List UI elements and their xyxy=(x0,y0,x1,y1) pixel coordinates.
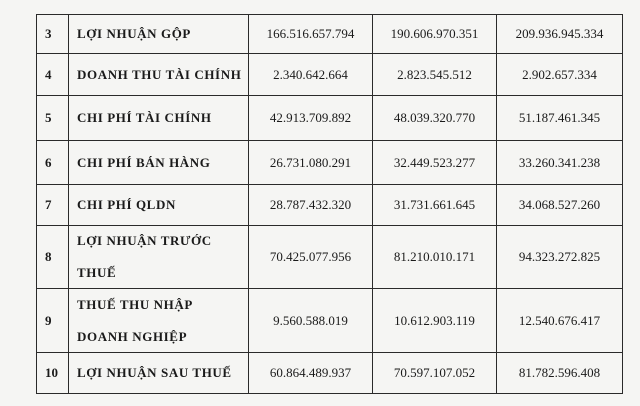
row-number: 9 xyxy=(37,289,69,353)
table-row xyxy=(37,54,623,96)
table-row xyxy=(37,96,623,141)
value-cell-2: 10.612.903.119 xyxy=(373,289,497,353)
financial-table xyxy=(36,14,623,394)
table-row xyxy=(37,15,623,54)
value-cell-2: 48.039.320.770 xyxy=(373,96,497,141)
table-row xyxy=(37,226,623,289)
row-label-line1: LỢI NHUẬN SAU THUẾ xyxy=(77,365,232,380)
table-row xyxy=(37,185,623,226)
value-cell-2: 70.597.107.052 xyxy=(373,353,497,394)
row-number: 10 xyxy=(37,353,69,394)
value-cell-1: 28.787.432.320 xyxy=(249,185,373,226)
row-label-line1: THUẾ THU NHẬP xyxy=(77,296,193,312)
value-cell-1: 60.864.489.937 xyxy=(249,353,373,394)
row-number: 3 xyxy=(37,15,69,54)
value-cell-1: 9.560.588.019 xyxy=(249,289,373,353)
row-label-line2: THUẾ xyxy=(77,265,117,280)
row-number: 6 xyxy=(37,141,69,185)
value-cell-3: 34.068.527.260 xyxy=(497,185,623,226)
value-cell-3: 209.936.945.334 xyxy=(497,15,623,54)
row-label-line1: CHI PHÍ BÁN HÀNG xyxy=(77,154,211,170)
value-cell-1: 42.913.709.892 xyxy=(249,96,373,141)
row-label-line1: DOANH THU TÀI CHÍNH xyxy=(77,66,242,82)
row-label xyxy=(69,54,249,96)
value-cell-2: 2.823.545.512 xyxy=(373,54,497,96)
value-cell-3: 12.540.676.417 xyxy=(497,289,623,353)
table-row xyxy=(37,141,623,185)
value-cell-1: 26.731.080.291 xyxy=(249,141,373,185)
row-label xyxy=(69,185,249,226)
value-cell-3: 51.187.461.345 xyxy=(497,96,623,141)
row-number: 8 xyxy=(37,226,69,289)
row-label xyxy=(69,96,249,141)
row-label-line1: LỢI NHUẬN TRƯỚC xyxy=(77,233,212,248)
value-cell-3: 81.782.596.408 xyxy=(497,353,623,394)
row-label-line1: LỢI NHUẬN GỘP xyxy=(77,26,191,41)
table-row xyxy=(37,353,623,394)
value-cell-2: 31.731.661.645 xyxy=(373,185,497,226)
value-cell-1: 2.340.642.664 xyxy=(249,54,373,96)
value-cell-2: 190.606.970.351 xyxy=(373,15,497,54)
row-label xyxy=(69,289,249,353)
row-label xyxy=(69,353,249,394)
value-cell-3: 33.260.341.238 xyxy=(497,141,623,185)
row-number: 7 xyxy=(37,185,69,226)
row-label xyxy=(69,141,249,185)
row-label-line2: DOANH NGHIỆP xyxy=(77,328,188,344)
value-cell-2: 81.210.010.171 xyxy=(373,226,497,289)
row-label xyxy=(69,15,249,54)
value-cell-3: 94.323.272.825 xyxy=(497,226,623,289)
value-cell-3: 2.902.657.334 xyxy=(497,54,623,96)
row-label-line1: CHI PHÍ QLDN xyxy=(77,197,176,212)
value-cell-2: 32.449.523.277 xyxy=(373,141,497,185)
row-label-line1: CHI PHÍ TÀI CHÍNH xyxy=(77,110,212,125)
table-row xyxy=(37,289,623,353)
row-label xyxy=(69,226,249,289)
value-cell-1: 166.516.657.794 xyxy=(249,15,373,54)
row-number: 4 xyxy=(37,54,69,96)
value-cell-1: 70.425.077.956 xyxy=(249,226,373,289)
row-number: 5 xyxy=(37,96,69,141)
